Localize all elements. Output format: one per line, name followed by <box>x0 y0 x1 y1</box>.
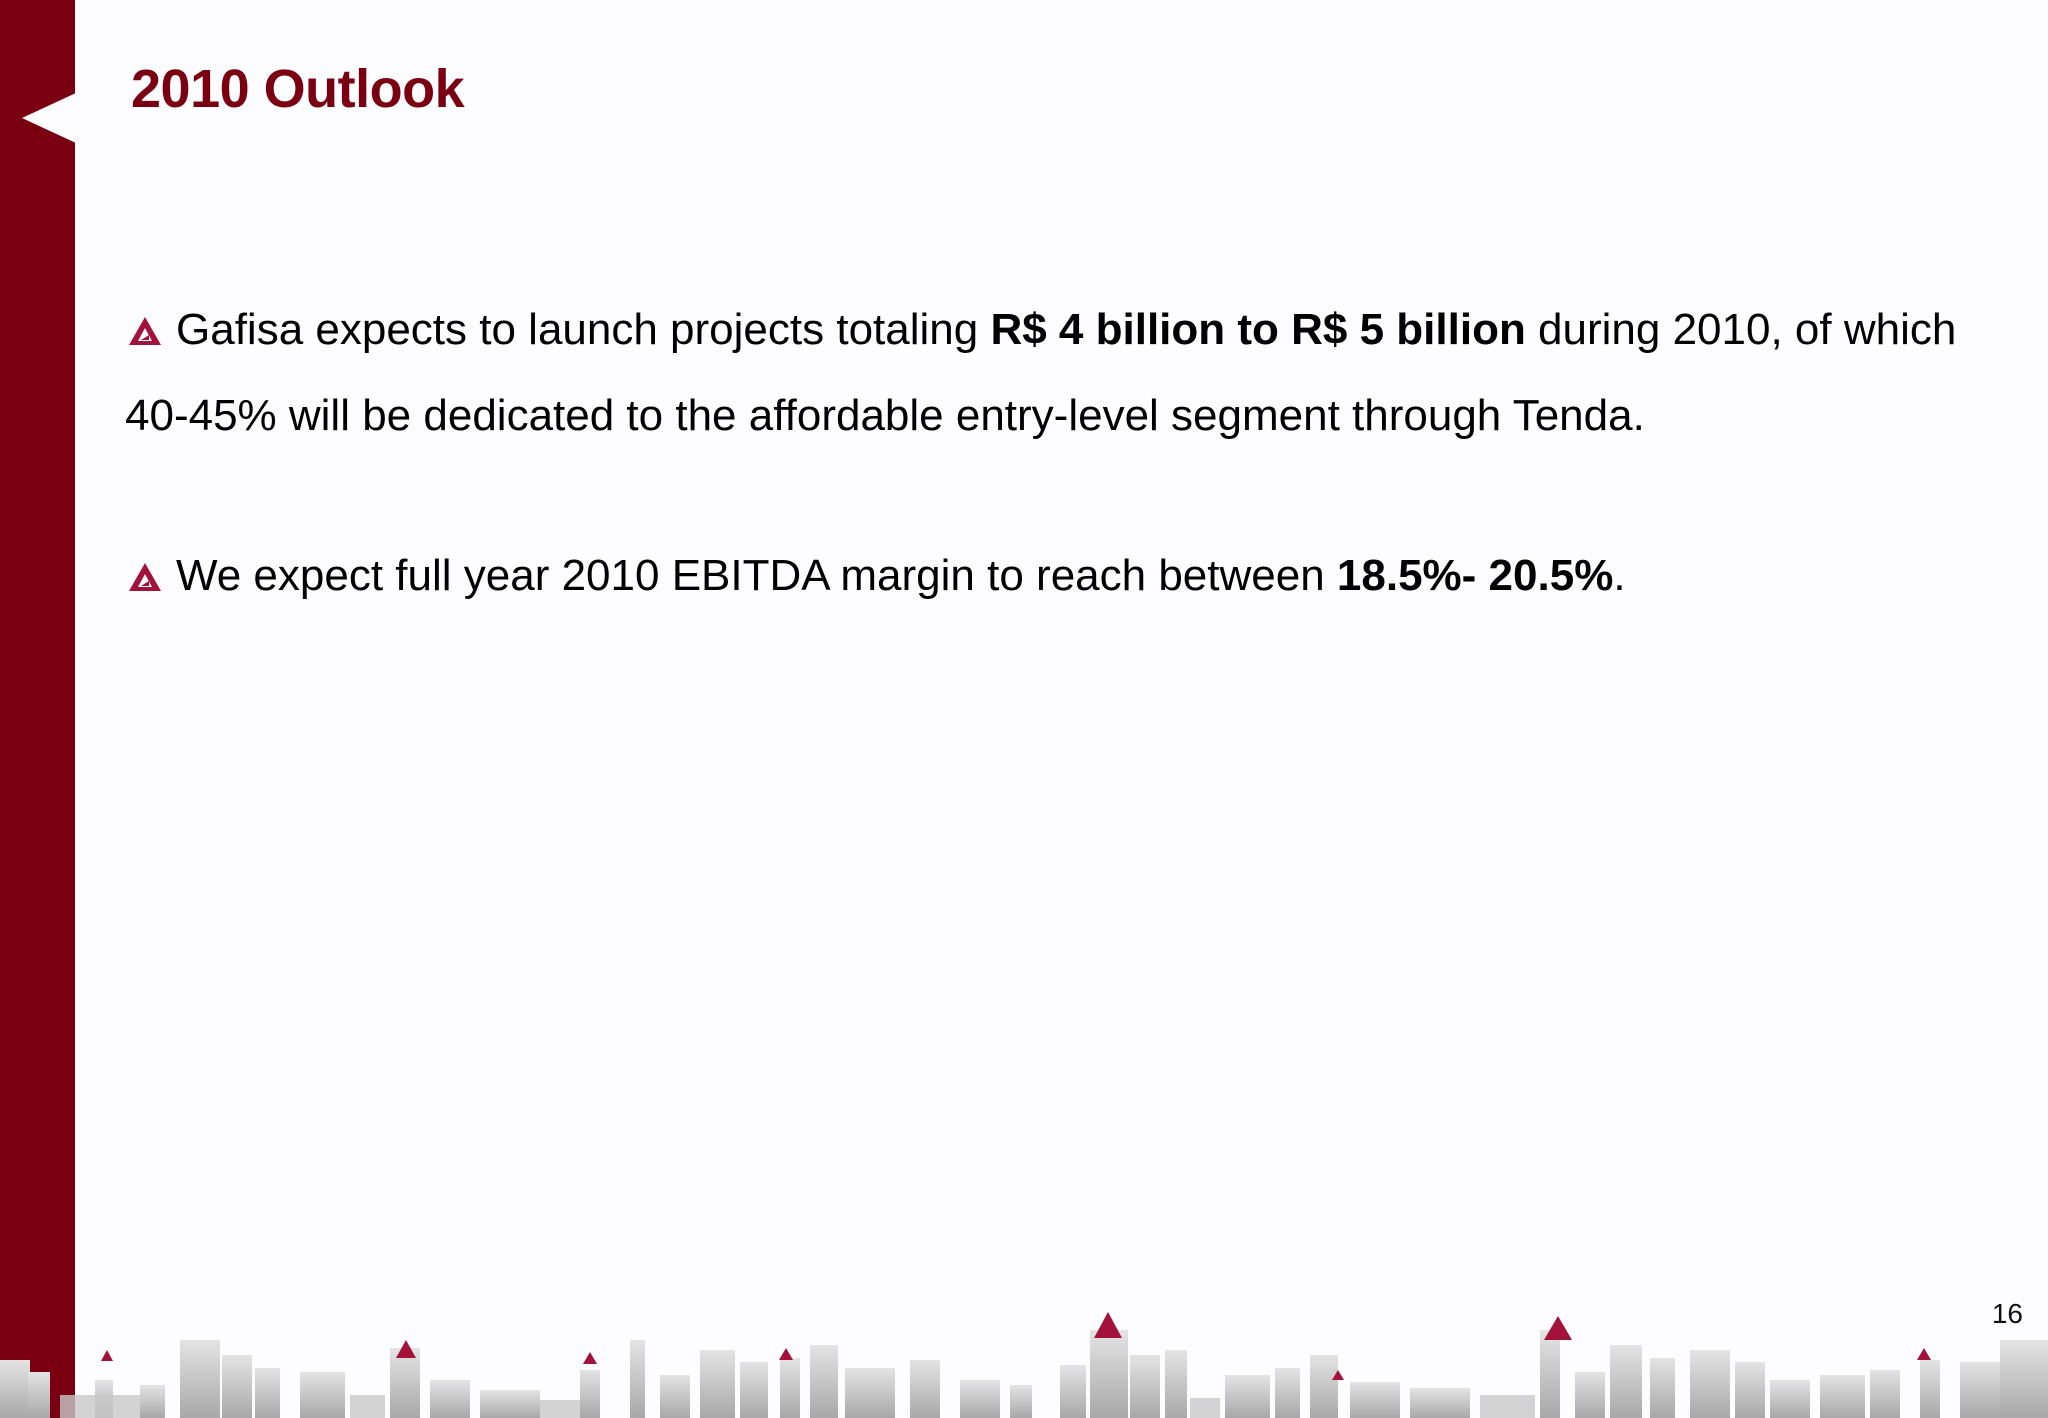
bullet-text: during 2010, of which 40-45% will be dedicated to the affordable entry-level segment through Tenda. <box>125 305 1957 440</box>
sidebar-arrow-notch <box>22 92 78 144</box>
gafisa-logo-icon <box>128 316 162 346</box>
bullet-text: Gafisa expects to launch projects totaling <box>176 305 991 354</box>
bullet-text-bold: 18.5%- 20.5% <box>1336 551 1614 600</box>
bullet-text: We expect full year 2010 EBITDA margin to reach between <box>176 551 1337 600</box>
bullet-launch-guidance <box>125 287 2005 459</box>
bullet-ebitda-guidance <box>125 533 2005 619</box>
gafisa-logo-icon <box>128 562 162 592</box>
bullet-text: . <box>1613 551 1626 600</box>
slide-title: 2010 Outlook <box>131 59 465 119</box>
page-number: 16 <box>1991 1298 2023 1329</box>
bullet-text-bold: R$ 4 billion to R$ 5 billion <box>990 305 1526 354</box>
city-skyline-decoration <box>0 1300 2048 1418</box>
sidebar-accent-bar <box>0 0 75 1418</box>
